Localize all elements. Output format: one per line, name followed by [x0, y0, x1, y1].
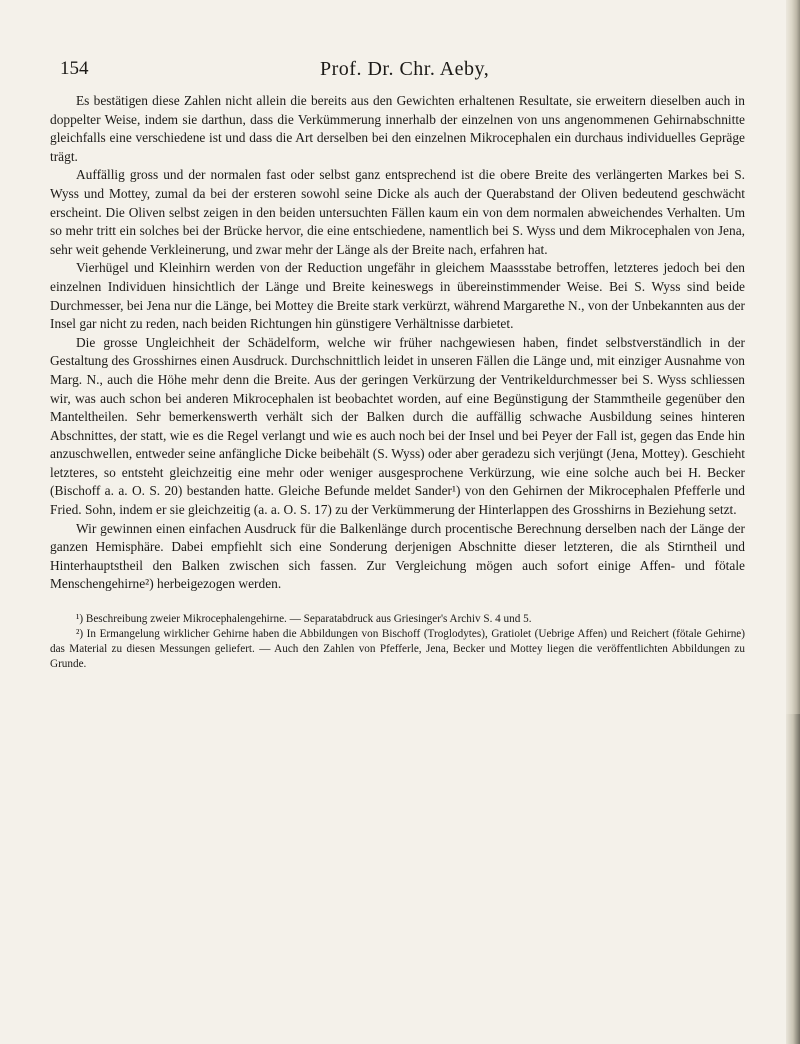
paragraph-2: Auffällig gross und der normalen fast oder selbst ganz entsprechend ist die obere Breite des verlängerten Markes bei S. Wyss und Mottey, zumal da bei der ersteren sowohl seine Dicke als auch der Querabstand der Oliven bedeutend geschwächt erscheint. Die Oliven selbst zeigen in den beiden untersuchten Fällen kaum ein von dem normalen abweichendes Verhalten. Um so mehr tritt ein solches bei der Brücke hervor, die eine entschiedene, namentlich bei S. Wyss und dem Mikrocephalen von Jena, sehr weit gehende Verkleinerung, und zwar mehr der Länge als der Breite nach, erfahren hat.	[50, 167, 745, 257]
running-title: Prof. Dr. Chr. Aeby,	[320, 58, 490, 80]
paragraph-4: Die grosse Ungleichheit der Schädelform, welche wir früher nachgewiesen haben, findet selbstverständlich in der Gestaltung des Grosshirnes einen Ausdruck. Durchschnittlich leidet in unseren Fällen die Länge und, mit einziger Ausnahme von Marg. N., auch die Höhe mehr denn die Breite. Aus der geringen Verkürzung der Ventrikeldurchmesser bei S. Wyss schliessen wir, was auch schon bei anderen Mikrocephalen ist beobachtet worden, auf eine Begünstigung der Stammtheile gegenüber den Manteltheilen. Sehr bemerkenswerth verhält sich der Balken durch die auffällig schwache Ausbildung seines hinteren Abschnittes, der statt, wie es die Regel verlangt und wie es auch noch bei der Insel und bei Peyer der Fall ist, gegen das Ende hin anzuschwellen, entweder seine anfängliche Dicke beibehält (S. Wyss) oder aber geradezu sich verjüngt (Jena, Mottey). Geschieht letzteres, so entsteht gleichzeitig eine mehr oder weniger ausgesprochene Verkürzung, wie eine solche auch bei H. Becker (Bischoff a. a. O. S. 20) bestanden hatte. Gleiche Befunde meldet Sander¹) von den Gehirnen der Mikrocephalen Pfefferle und Fried. Sohn, indem er sie gleichzeitig (a. a. O. S. 17) zu der Verkümmerung der Hinterlappen des Grosshirns in Beziehung setzt.	[50, 334, 745, 518]
footnote-2: ²) In Ermangelung wirklicher Gehirne haben die Abbildungen von Bischoff (Troglodytes), Gratiolet (Uebrige Affen) und Reichert (fötale Gehirne) das Material zu diesen Messungen geliefert. — Auch den Zahlen von Pfefferle, Jena, Becker und Mottey liegen die veröffentlichten Abbildungen zu Grunde.	[50, 628, 745, 671]
paragraph-1: Es bestätigen diese Zahlen nicht allein die bereits aus den Gewichten erhaltenen Resultate, sie erweitern dieselben auch in doppelter Weise, indem sie darthun, dass die Verkümmerung innerhalb der einzelnen von uns angenommenen Gehirnabschnitte gleichfalls eine verschiedene ist und dass die Art derselben bei den einzelnen Mikrocephalen ein durchaus individuelles Gepräge trägt.	[50, 93, 745, 164]
body-text	[50, 92, 745, 594]
footnote-1: ¹) Beschreibung zweier Mikrocephalengehirne. — Separatabdruck aus Griesinger's Archiv S. 4 und 5.	[76, 613, 532, 626]
paragraph-5: Wir gewinnen einen einfachen Ausdruck für die Balkenlänge durch procentische Berechnung derselben nach der Länge der ganzen Hemisphäre. Dabei empfiehlt sich eine Sonderung derjenigen Abschnitte dieser letzteren, die als Stirntheil und Hinterhauptstheil den Balken zwischen sich fassen. Zur Vergleichung mögen auch sofort einige Affen- und fötale Menschengehirne²) herbeigezogen werden.	[50, 520, 745, 592]
book-page	[50, 58, 745, 672]
footnotes	[50, 612, 745, 672]
paragraph-3: Vierhügel und Kleinhirn werden von der Reduction ungefähr in gleichem Maassstabe betroffen, letzteres jedoch bei den einzelnen Individuen hinsichtlich der Länge und Breite keineswegs in übereinstimmender Weise. Bei S. Wyss sind beide Durchmesser, bei Jena nur die Länge, bei Mottey die Breite stark verkürzt, während Margarethe N., von der Unbekannten aus der Insel gar nicht zu reden, nach beiden Richtungen hin günstigere Verhältnisse darbietet.	[50, 260, 745, 332]
page-edge-shadow-bottom	[786, 714, 800, 1044]
page-header	[50, 58, 745, 84]
page-number: 154	[60, 58, 89, 79]
